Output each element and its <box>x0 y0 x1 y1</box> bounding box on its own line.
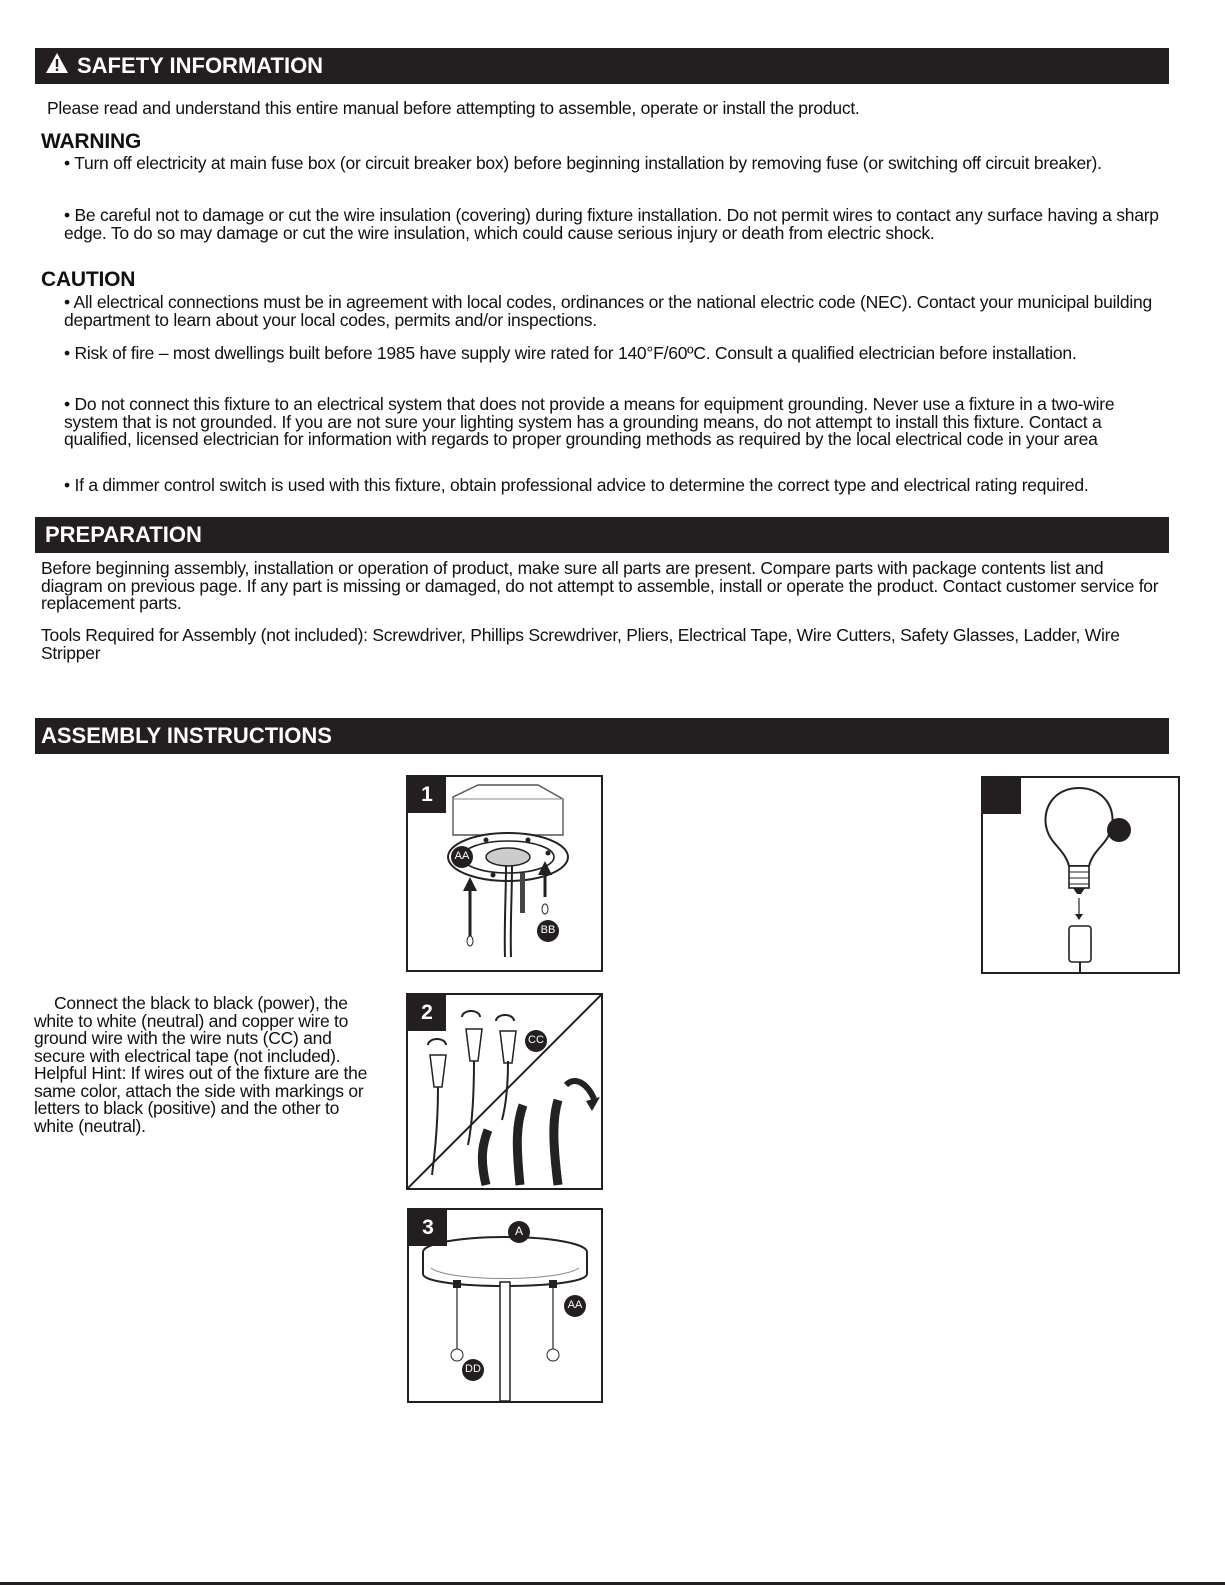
bulb-step-diagram <box>981 776 1180 974</box>
safety-header-bar <box>35 48 1169 84</box>
warning-item: • Be careful not to damage or cut the wire insulation (covering) during fixture installation. Do not permit wires to contact any surface having a sharp edge. To do so may damage or cut the wire insulation, which could cause serious injury or death from electric shock. <box>64 205 1159 243</box>
preparation-paragraph: Before beginning assembly, installation or operation of product, make sure all parts are present. Compare parts with package contents list and diagram on previous page. If any part is missing or damaged, do not attempt to assemble, install or operate the product. Contact customer service for replacement parts. <box>41 558 1159 613</box>
step3-diagram <box>407 1208 603 1403</box>
safety-title: SAFETY INFORMATION <box>77 53 324 78</box>
step1-diagram <box>406 775 603 972</box>
caution-heading: CAUTION <box>41 268 136 291</box>
tools-required: Tools Required for Assembly (not included): Screwdriver, Phillips Screwdriver, Pliers, Electrical Tape, Wire Cutters, Safety Glasses, Ladder, Wire Stripper <box>41 625 1120 663</box>
part-label-aa: AA <box>567 1299 583 1311</box>
caution-item: • Risk of fire – most dwellings built before 1985 have supply wire rated for 140°F/60ºC. Consult a qualified electrician before installation. <box>64 343 1077 363</box>
part-label-a: A <box>514 1224 523 1238</box>
part-label-bb: BB <box>540 924 556 936</box>
assembly-title: ASSEMBLY INSTRUCTIONS <box>41 723 332 748</box>
preparation-title: PREPARATION <box>45 522 202 547</box>
part-label-aa: AA <box>454 850 470 862</box>
warning-item: • Turn off electricity at main fuse box (or circuit breaker box) before beginning installation by removing fuse (or switching off circuit breaker). <box>64 153 1102 173</box>
step2-instruction: Connect the black to black (power), the white to white (neutral) and copper wire to ground wire with the wire nuts (CC) and secure with electrical tape (not included). Helpful Hint: If wires out of the fixture are the same color, attach the side with markings or letters to black (positive) and the other to white (neutral). <box>34 993 368 1136</box>
step-number <box>983 778 1021 814</box>
step2-diagram <box>406 993 603 1190</box>
assembly-header-bar <box>35 718 1169 754</box>
safety-intro: Please read and understand this entire manual before attempting to assemble, operate or install the product. <box>47 98 860 118</box>
preparation-header-bar <box>35 517 1169 553</box>
warning-triangle-icon <box>45 52 69 80</box>
step-number: 1 <box>408 777 446 813</box>
warning-heading: WARNING <box>41 130 142 153</box>
caution-item: • All electrical connections must be in agreement with local codes, ordinances or the national electric code (NEC). Contact your municipal building department to learn about your local codes, permits and/or inspections. <box>64 292 1153 330</box>
step-number: 2 <box>408 995 446 1031</box>
part-label-cc: CC <box>528 1034 544 1046</box>
step-number: 3 <box>409 1210 447 1246</box>
caution-item: • If a dimmer control switch is used with this fixture, obtain professional advice to determine the correct type and electrical rating required. <box>64 475 1089 495</box>
part-label-dd: DD <box>465 1363 481 1375</box>
caution-item: • Do not connect this fixture to an electrical system that does not provide a means for equipment grounding. Never use a fixture in a two-wire system that is not grounded. If you are not sure your lighting system has a grounding means, do not attempt to install this fixture. Contact a qualified, licensed electrician for information with regards to proper grounding methods as required by the local electrical code in your area <box>64 394 1115 449</box>
